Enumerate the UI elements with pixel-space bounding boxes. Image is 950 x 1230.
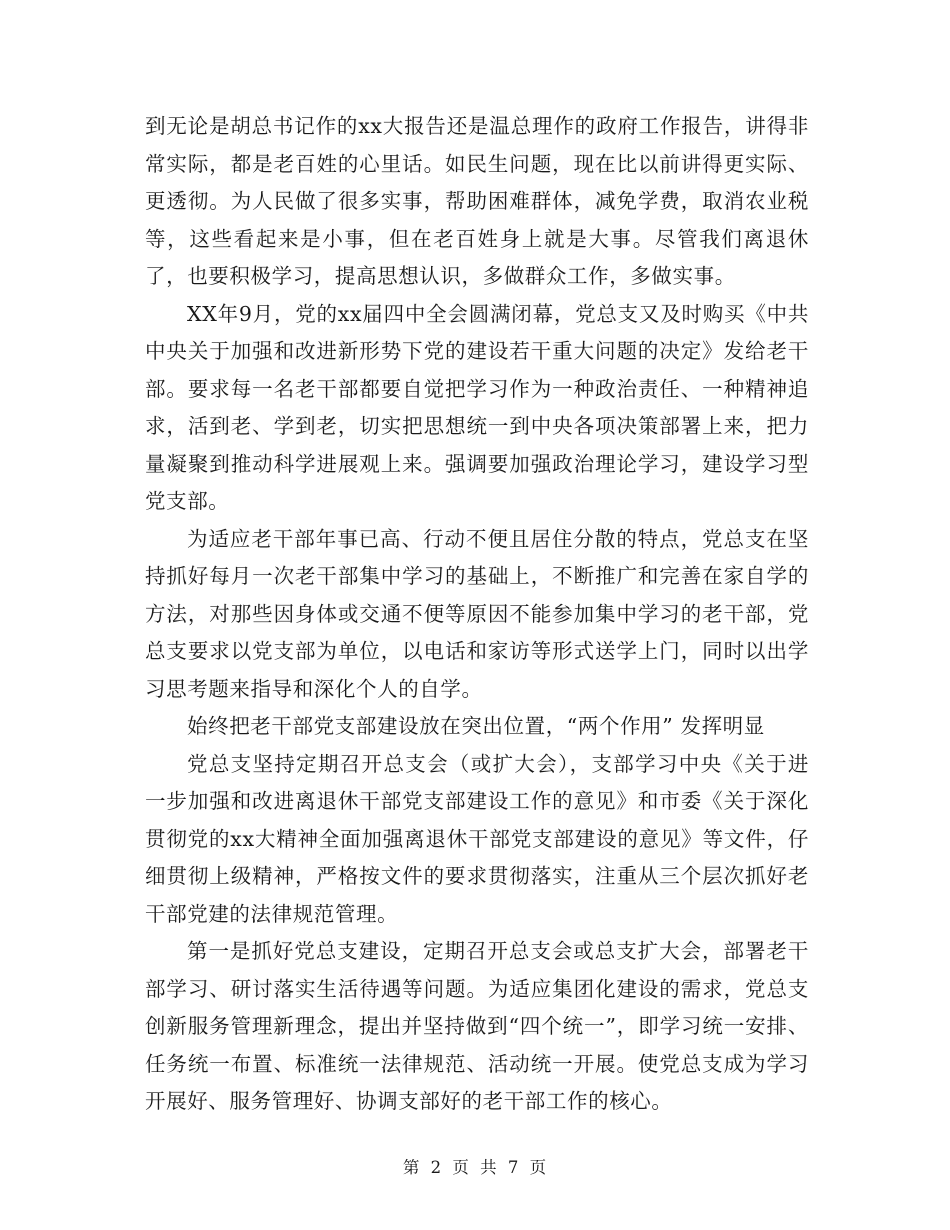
section-heading: 始终把老干部党支部建设放在突出位置，“两个作用” 发挥明显: [187, 714, 765, 738]
paragraph-3: 为适应老干部年事已高、行动不便且居住分散的特点，党总支在坚持抓好每月一次老干部集中学习的基础上，不断推广和完善在家自学的方法，对那些因身体或交通不便等原因不能参加集中学习的老干部，党总支要求以党支部为单位，以电话和家访等形式送学上门，同时以出学习思考题来指导和深化个人的自学。: [145, 526, 809, 701]
document-body: [145, 108, 809, 1121]
paragraph-2: XX年9月，党的xx届四中全会圆满闭幕，党总支又及时购买《中共中央关于加强和改进新形势下党的建设若干重大问题的决定》发给老干部。要求每一名老干部都要自觉把学习作为一种政治责任、一种精神追求，活到老、学到老，切实把思想统一到中央各项决策部署上来，把力量凝聚到推动科学进展观上来。强调要加强政治理论学习，建设学习型党支部。: [145, 301, 809, 513]
page-number-footer: 第 2 页 共 7 页: [402, 1158, 548, 1177]
paragraph-5: 党总支坚持定期召开总支会（或扩大会），支部学习中央《关于进一步加强和改进离退休干部党支部建设工作的意见》和市委《关于深化贯彻党的xx大精神全面加强离退休干部党支部建设的意见》等文件，仔细贯彻上级精神，严格按文件的要求贯彻落实，注重从三个层次抓好老干部党建的法律规范管理。: [145, 751, 809, 926]
paragraph-1: 到无论是胡总书记作的xx大报告还是温总理作的政府工作报告，讲得非常实际，都是老百姓的心里话。如民生问题，现在比以前讲得更实际、更透彻。为人民做了很多实事，帮助困难群体，减免学费，取消农业税等，这些看起来是小事，但在老百姓身上就是大事。尽管我们离退休了，也要积极学习，提高思想认识，多做群众工作，多做实事。: [145, 114, 809, 288]
paragraph-6: 第一是抓好党总支建设，定期召开总支会或总支扩大会，部署老干部学习、研讨落实生活待遇等问题。为适应集团化建设的需求，党总支创新服务管理新理念，提出并坚持做到“四个统一”，即学习统一安排、任务统一布置、标准统一法律规范、活动统一开展。使党总支成为学习开展好、服务管理好、协调支部好的老干部工作的核心。: [145, 939, 809, 1113]
